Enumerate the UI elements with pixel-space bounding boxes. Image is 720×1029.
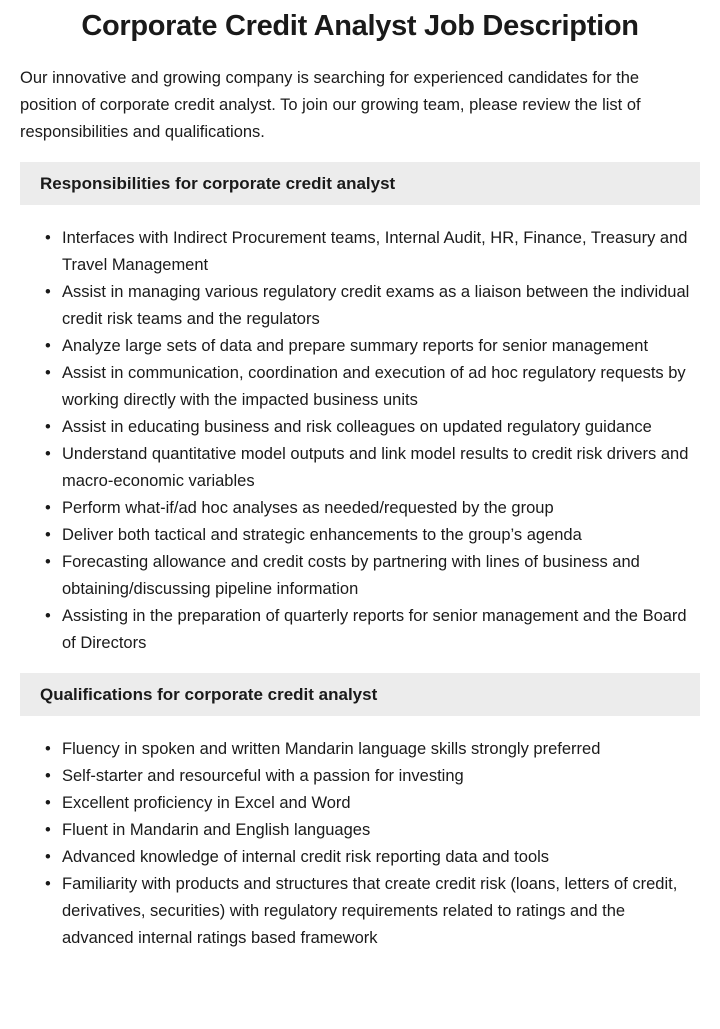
page-title: Corporate Credit Analyst Job Description [81, 10, 639, 42]
list-item: • Interfaces with Indirect Procurement teams, Internal Audit, HR, Finance, Treasury and Travel Management [62, 225, 700, 279]
list-item: • Assist in managing various regulatory credit exams as a liaison between the individual credit risk teams and the regulators [62, 279, 700, 333]
list-item: • Familiarity with products and structures that create credit risk (loans, letters of credit, derivatives, securities) with regulatory requirements related to ratings and the advanced internal ratings based framework [62, 871, 700, 952]
list-item: • Understand quantitative model outputs and link model results to credit risk drivers and macro-economic variables [62, 441, 700, 495]
list-item: • Fluent in Mandarin and English languages [62, 817, 700, 844]
section-responsibilities [20, 162, 700, 657]
list-item: • Deliver both tactical and strategic enhancements to the group’s agenda [62, 522, 700, 549]
intro-paragraph: Our innovative and growing company is searching for experienced candidates for the position of corporate credit analyst. To join our growing team, please review the list of responsibilities and qualifications. [20, 69, 641, 141]
list-item: • Analyze large sets of data and prepare summary reports for senior management [62, 333, 700, 360]
list-item: • Excellent proficiency in Excel and Word [62, 790, 700, 817]
list-item: • Self-starter and resourceful with a passion for investing [62, 763, 700, 790]
qualifications-list [20, 736, 700, 952]
list-item: • Fluency in spoken and written Mandarin language skills strongly preferred [62, 736, 700, 763]
list-item: • Advanced knowledge of internal credit risk reporting data and tools [62, 844, 700, 871]
section-heading-qualifications: Qualifications for corporate credit analyst [20, 673, 700, 716]
list-item: • Assist in educating business and risk colleagues on updated regulatory guidance [62, 414, 700, 441]
list-item: • Forecasting allowance and credit costs by partnering with lines of business and obtaining/discussing pipeline information [62, 549, 700, 603]
responsibilities-list [20, 225, 700, 657]
list-item: • Assisting in the preparation of quarterly reports for senior management and the Board of Directors [62, 603, 700, 657]
section-heading-responsibilities: Responsibilities for corporate credit analyst [20, 162, 700, 205]
list-item: • Assist in communication, coordination and execution of ad hoc regulatory requests by working directly with the impacted business units [62, 360, 700, 414]
section-qualifications [20, 673, 700, 952]
list-item: • Perform what-if/ad hoc analyses as needed/requested by the group [62, 495, 700, 522]
